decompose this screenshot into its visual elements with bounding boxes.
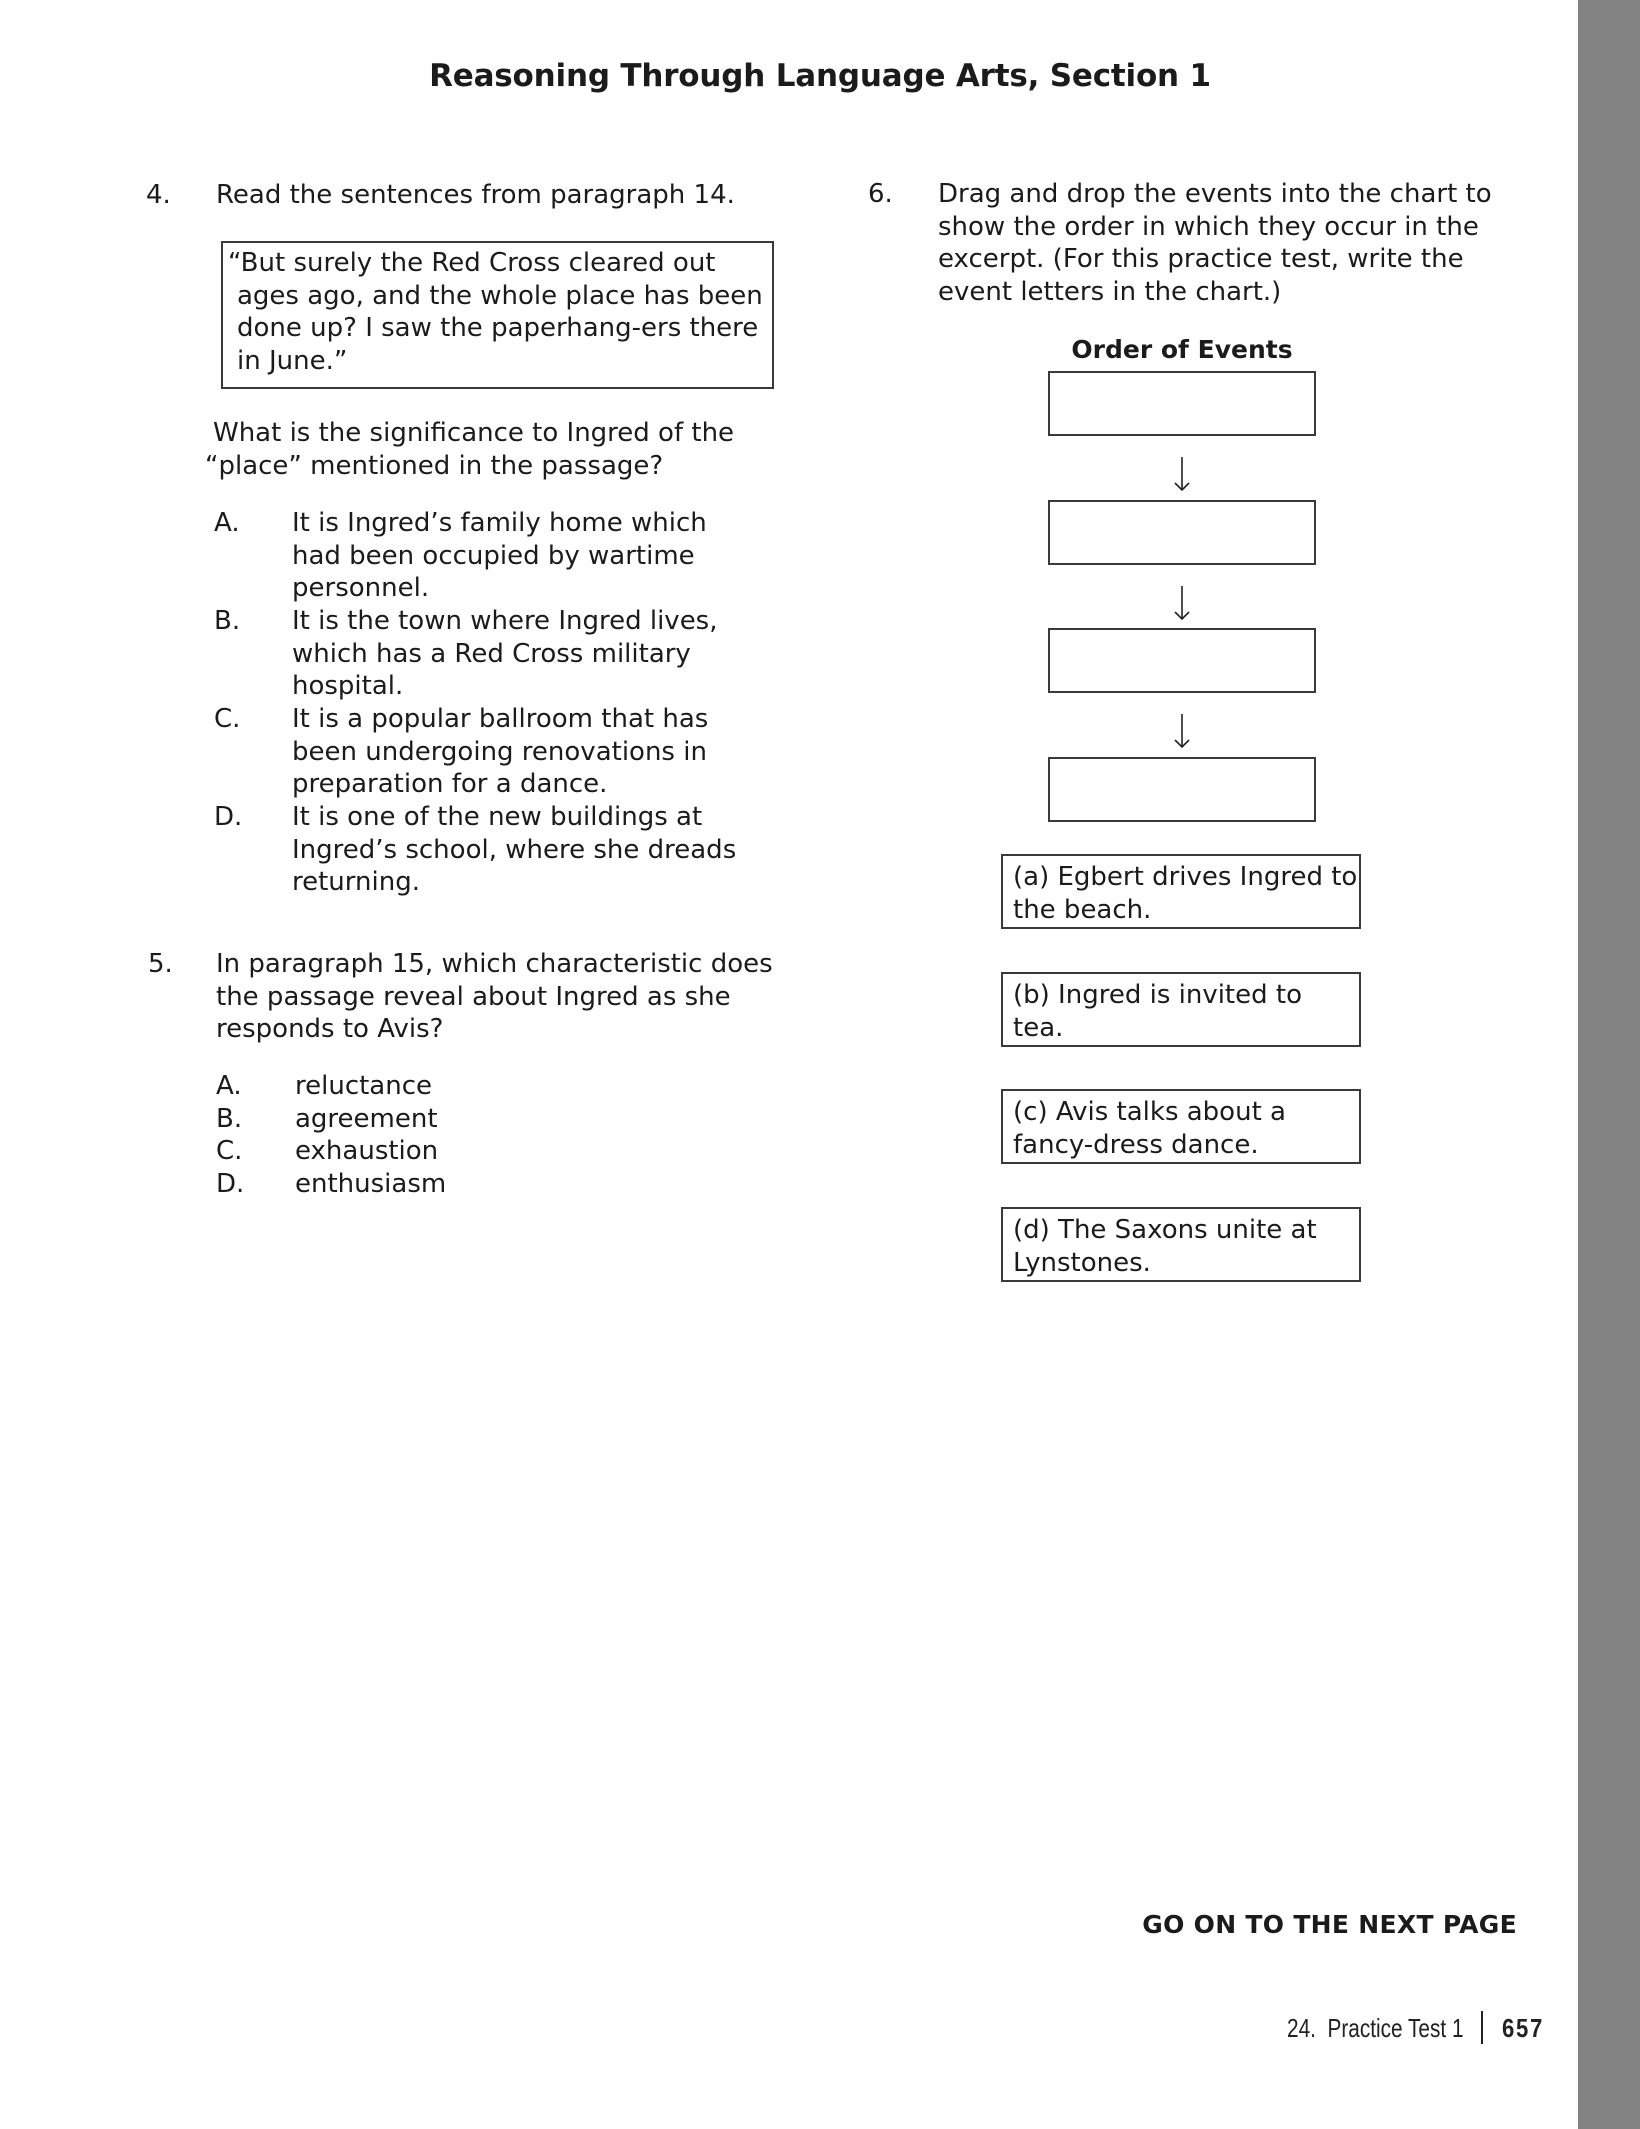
down-arrow-icon [1170,713,1194,749]
footer-divider [1481,2011,1483,2044]
option-text: It is Ingred’s family home which had been occupied by wartime personnel. [292,508,707,604]
option-text: exhaustion [295,1136,439,1167]
question-number: 5. [148,949,173,979]
question-number: 6. [868,179,893,209]
page-title: Reasoning Through Language Arts, Section 1 [429,58,1211,94]
down-arrow-icon [1170,585,1194,621]
down-arrow-icon [1170,456,1194,492]
page-edge-tab [1578,0,1640,2129]
option-text: enthusiasm [295,1168,447,1199]
order-slot-1[interactable] [1048,371,1316,436]
option-text: It is a popular ballroom that has been undergoing renovations in preparation for a dance. [292,704,709,800]
question-number: 4. [146,180,171,210]
event-card-a[interactable]: (a) Egbert drives Ingred to the beach. [1001,854,1361,929]
quote-box [221,241,774,389]
go-to-next-page-notice: GO ON TO THE NEXT PAGE [1142,1910,1517,1939]
option-letter: C. [214,704,241,734]
order-slot-4[interactable] [1048,757,1316,822]
quote-text: “But surely the Red Cross cleared out ages ago, and the whole place has been done up? I saw the paperhang-ers there in June.” [228,248,763,376]
option-text: It is one of the new buildings at Ingred’s school, where she dreads returning. [292,802,737,898]
option-letter: B. [214,606,241,636]
event-card-c[interactable]: (c) Avis talks about a fancy-dress dance. [1001,1089,1361,1164]
order-slot-2[interactable] [1048,500,1316,565]
event-card-d[interactable]: (d) The Saxons unite at Lynstones. [1001,1207,1361,1282]
option-letter: C. [216,1136,243,1167]
order-chart-title: Order of Events [1071,335,1293,364]
option-letter: D. [214,802,243,832]
option-letter: A. [214,508,240,538]
order-slot-3[interactable] [1048,628,1316,693]
question-prompt: In paragraph 15, which characteristic does the passage reveal about Ingred as she responds to Avis? [216,949,773,1045]
option-letter: B. [216,1103,243,1134]
option-letter: A. [216,1071,242,1101]
question-prompt: Drag and drop the events into the chart to show the order in which they occur in the excerpt. (For this practice test, write the event letters in the chart.) [938,179,1492,307]
option-text: reluctance [295,1071,433,1101]
page-number: 657 [1502,2013,1544,2043]
option-text: agreement [295,1103,438,1134]
footer-chapter-label: 24. Practice Test 1 [1287,2013,1464,2043]
option-letter: D. [216,1168,245,1199]
question-prompt: What is the significance to Ingred of the “place” mentioned in the passage? [205,418,735,481]
event-card-b[interactable]: (b) Ingred is invited to tea. [1001,972,1361,1047]
option-text: It is the town where Ingred lives, which has a Red Cross military hospital. [292,606,718,702]
question-lead: Read the sentences from paragraph 14. [216,180,735,210]
